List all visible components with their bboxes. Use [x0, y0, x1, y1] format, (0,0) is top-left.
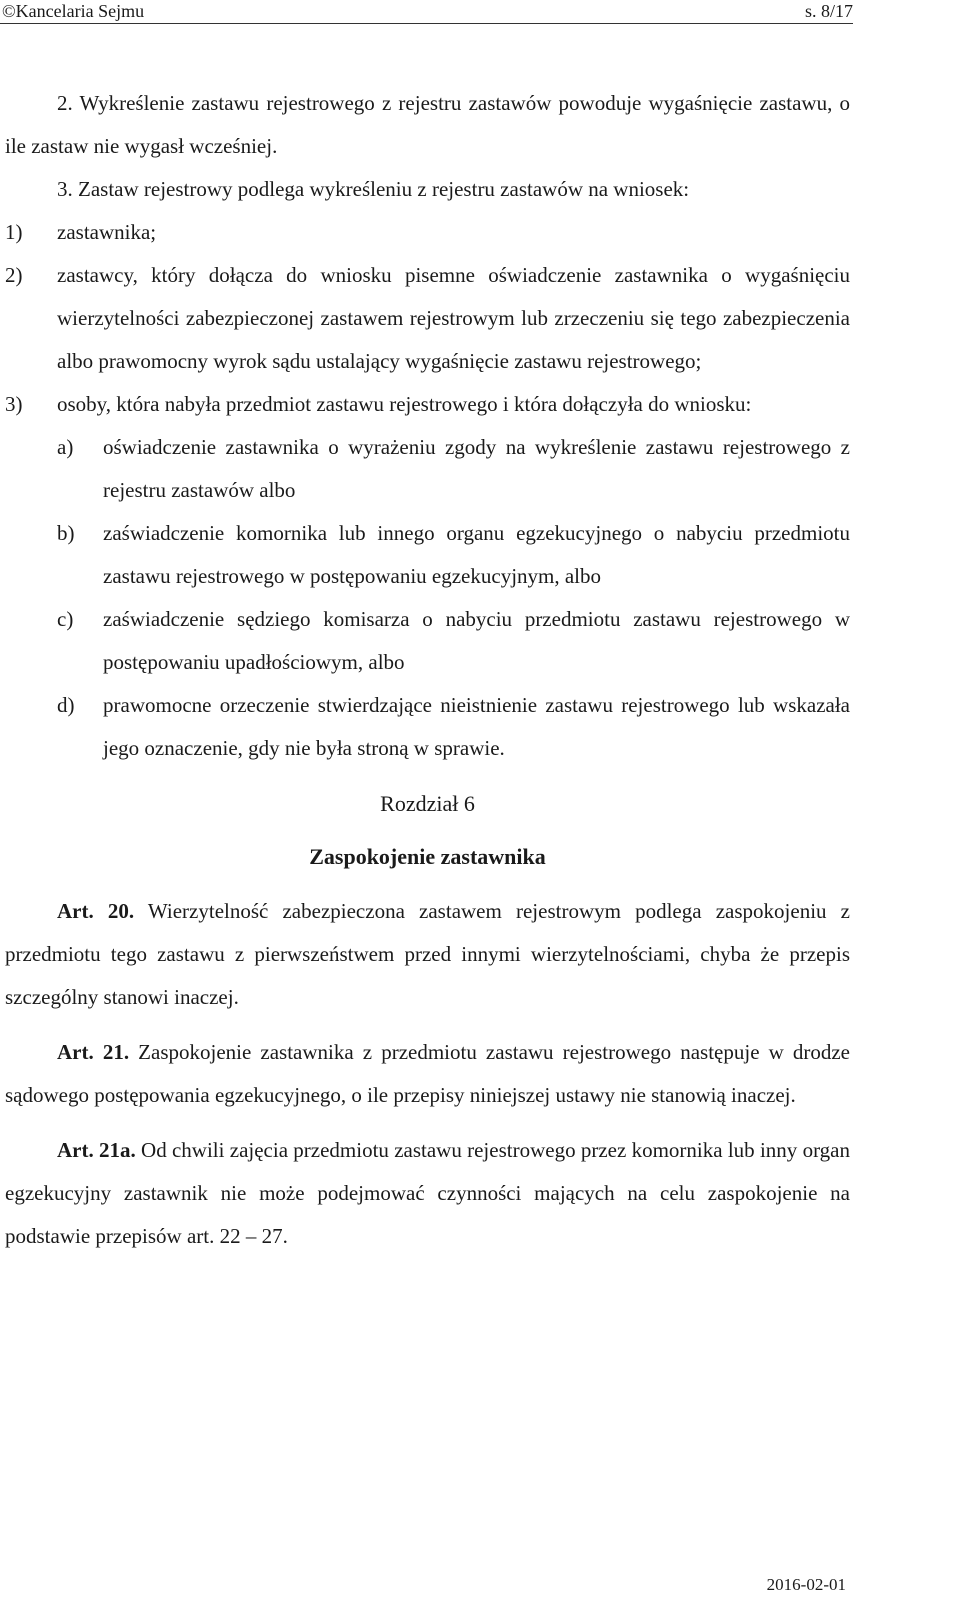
list-item: [5, 383, 850, 426]
footer-date: 2016-02-01: [766, 1575, 846, 1594]
article-label: Art. 21.: [57, 1040, 130, 1064]
sub-list-item-letter: c): [57, 607, 74, 631]
document-body: [5, 82, 850, 1258]
paragraph-3: 3. Zastaw rejestrowy podlega wykreśleniu z rejestru zastawów na wniosek:: [57, 177, 690, 201]
header-page-number: s. 8/17: [804, 1, 853, 21]
article-label: Art. 21a.: [57, 1138, 136, 1162]
list-item-text: zastawcy, który dołącza do wniosku pisemne oświadczenie zastawnika o wygaśnięciu wierzytelności zabezpieczonej zastawem rejestrowym lub zrzeczeniu się tego zabezpieczenia albo prawomocny wyrok sądu ustalający wygaśnięcie zastawu rejestrowego;: [57, 263, 850, 373]
article-text: Zaspokojenie zastawnika z przedmiotu zastawu rejestrowego następuje w drodze sądowego postępowania egzekucyjnego, o ile przepisy niniejszej ustawy nie stanowią inaczej.: [5, 1040, 850, 1107]
sub-list-item: [5, 426, 850, 512]
sub-list-item-text: oświadczenie zastawnika o wyrażeniu zgody na wykreślenie zastawu rejestrowego z rejestru zastawów albo: [103, 435, 850, 502]
header-publisher: ©Kancelaria Sejmu: [2, 1, 145, 21]
paragraph-2: 2. Wykreślenie zastawu rejestrowego z rejestru zastawów powoduje wygaśnięcie zastawu, o ile zastaw nie wygasł wcześniej.: [5, 91, 850, 158]
article-text: Od chwili zajęcia przedmiotu zastawu rejestrowego przez komornika lub inny organ egzekucyjny zastawnik nie może podejmować czynności mających na celu zaspokojenie na podstawie przepisów art. 22 – 27.: [5, 1138, 851, 1248]
article-20: [5, 890, 850, 1019]
list-item-text: osoby, która nabyła przedmiot zastawu rejestrowego i która dołączyła do wniosku:: [57, 392, 752, 416]
page-header: [0, 0, 853, 26]
sub-list-item-text: prawomocne orzeczenie stwierdzające nieistnienie zastawu rejestrowego lub wskazała jego oznaczenie, gdy nie była stroną w sprawie.: [103, 693, 850, 760]
sub-list-item: [5, 512, 850, 598]
sub-list-item: [5, 684, 850, 770]
sub-list-item-text: zaświadczenie sędziego komisarza o nabyciu przedmiotu zastawu rejestrowego w postępowaniu upadłościowym, albo: [103, 607, 850, 674]
sub-list-item-text: zaświadczenie komornika lub innego organu egzekucyjnego o nabyciu przedmiotu zastawu rejestrowego w postępowaniu egzekucyjnym, albo: [103, 521, 850, 588]
article-text: Wierzytelność zabezpieczona zastawem rejestrowym podlega zaspokojeniu z przedmiotu tego zastawu z pierwszeństwem przed innymi wierzytelnościami, chyba że przepis szczególny stanowi inaczej.: [5, 899, 850, 1009]
article-label: Art. 20.: [57, 899, 135, 923]
article-21a: [5, 1129, 850, 1258]
list-item-number: 1): [5, 220, 23, 244]
article-21: [5, 1031, 850, 1117]
list-item-text: zastawnika;: [57, 220, 157, 244]
list-item-number: 2): [5, 263, 23, 287]
sub-list-item-letter: a): [57, 435, 74, 459]
chapter-number: Rozdział 6: [380, 791, 475, 816]
chapter-title: Zaspokojenie zastawnika: [309, 844, 546, 869]
sub-list-item-letter: b): [57, 521, 75, 545]
header-divider: [0, 23, 853, 24]
list-item-number: 3): [5, 392, 23, 416]
list-item: [5, 254, 850, 383]
sub-list-item-letter: d): [57, 693, 75, 717]
list-item: [5, 211, 850, 254]
sub-list-item: [5, 598, 850, 684]
